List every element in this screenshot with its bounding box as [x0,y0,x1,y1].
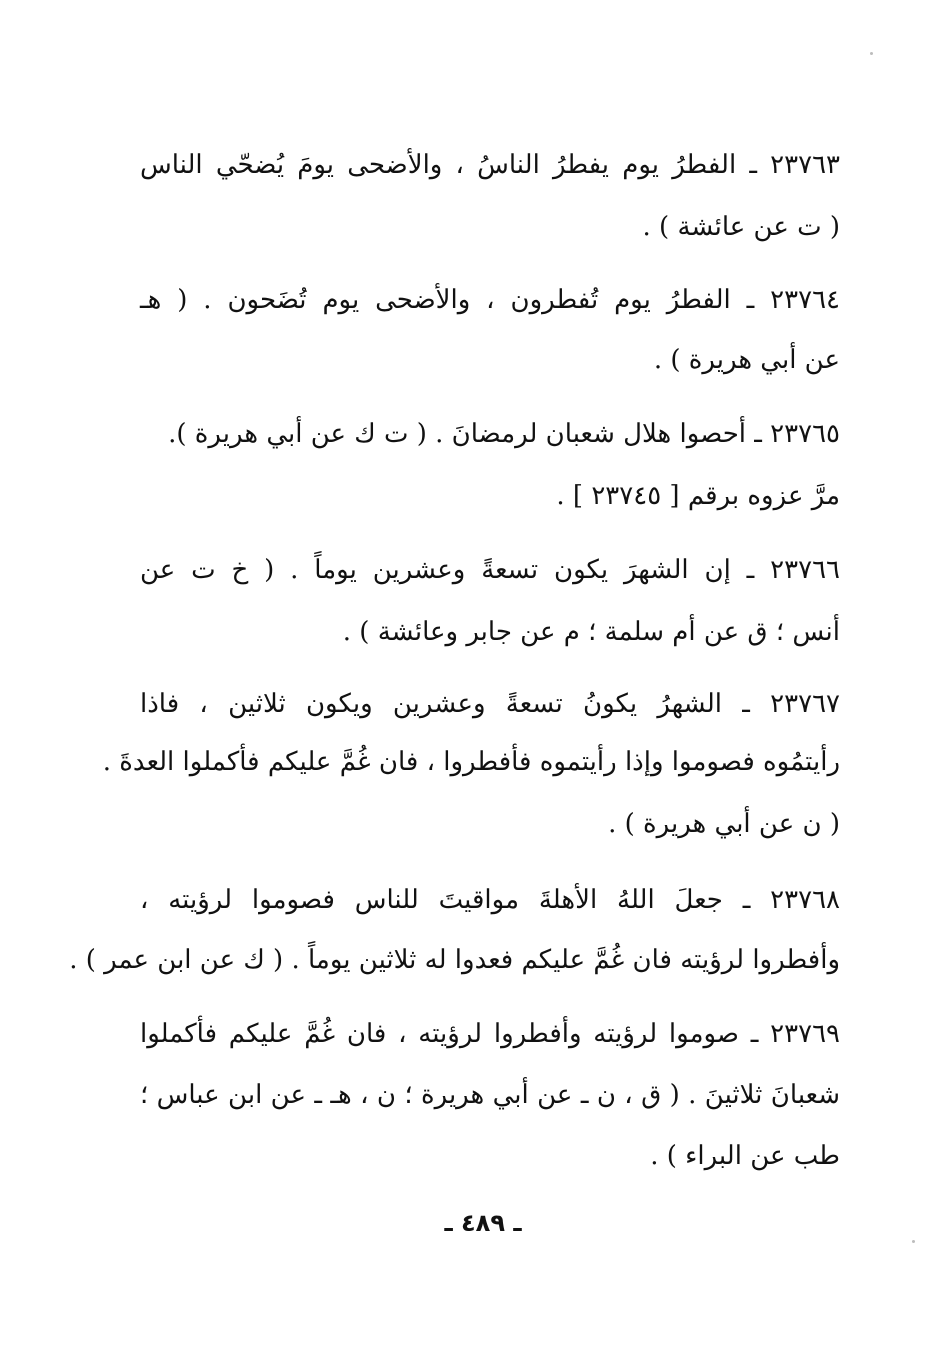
hadith-23765-line-1: ٢٣٧٦٥ ـ أحصوا هلال شعبان لرمضانَ . ( ت ك عن أبي هريرة ). [168,419,840,449]
hadith-23767-line-3: ( ن عن أبي هريرة ) . [608,809,840,839]
hadith-23763-line-2: ( ت عن عائشة ) . [642,212,840,242]
hadith-23769-line-2: شعبانَ ثلاثينَ . ( ق ، ن ـ عن أبي هريرة ؛ ن ، هـ ـ عن ابن عباس ؛ [140,1080,840,1110]
hadith-23769-line-3: طب عن البراء ) . [650,1141,840,1171]
scan-speck [912,1240,915,1243]
hadith-23768-line-1: ٢٣٧٦٨ ـ جعلَ اللهُ الأهلةَ مواقيتَ للناس فصوموا لرؤيته ، [140,885,840,915]
hadith-23766-line-2: أنس ؛ ق عن أم سلمة ؛ م عن جابر وعائشة ) . [342,617,840,647]
hadith-23767-line-2: رأيتمُوه فصوموا وإذا رأيتموه فأفطروا ، فان غُمَّ عليكم فأكملوا العدةَ . [102,747,840,777]
hadith-23766-line-1: ٢٣٧٦٦ ـ إن الشهرَ يكون تسعةً وعشرين يوماً . ( خ ت عن [140,555,840,585]
scan-speck [870,52,873,55]
hadith-23763-line-1: ٢٣٧٦٣ ـ الفطرُ يوم يفطرُ الناسُ ، والأضحى يومَ يُضحّي الناس [140,150,840,180]
hadith-23769-line-1: ٢٣٧٦٩ ـ صوموا لرؤيته وأفطروا لرؤيته ، فان غُمَّ عليكم فأكملوا [140,1019,840,1049]
page-number: ـ ٤٨٩ ـ [444,1209,522,1237]
hadith-23765-cross-reference: مرَّ عزوه برقم [ ٢٣٧٤٥ ] . [556,481,840,511]
hadith-23767-line-1: ٢٣٧٦٧ ـ الشهرُ يكونُ تسعةً وعشرين ويكون ثلاثين ، فاذا [140,689,840,719]
hadith-23768-line-2: وأفطروا لرؤيته فان غُمَّ عليكم فعدوا له ثلاثين يوماً . ( ك عن ابن عمر ) . [69,945,840,975]
hadith-23764-line-1: ٢٣٧٦٤ ـ الفطرُ يوم تُفطرون ، والأضحى يوم تُضَحون . ( هـ [140,285,840,315]
hadith-23764-line-2: عن أبي هريرة ) . [653,345,840,375]
